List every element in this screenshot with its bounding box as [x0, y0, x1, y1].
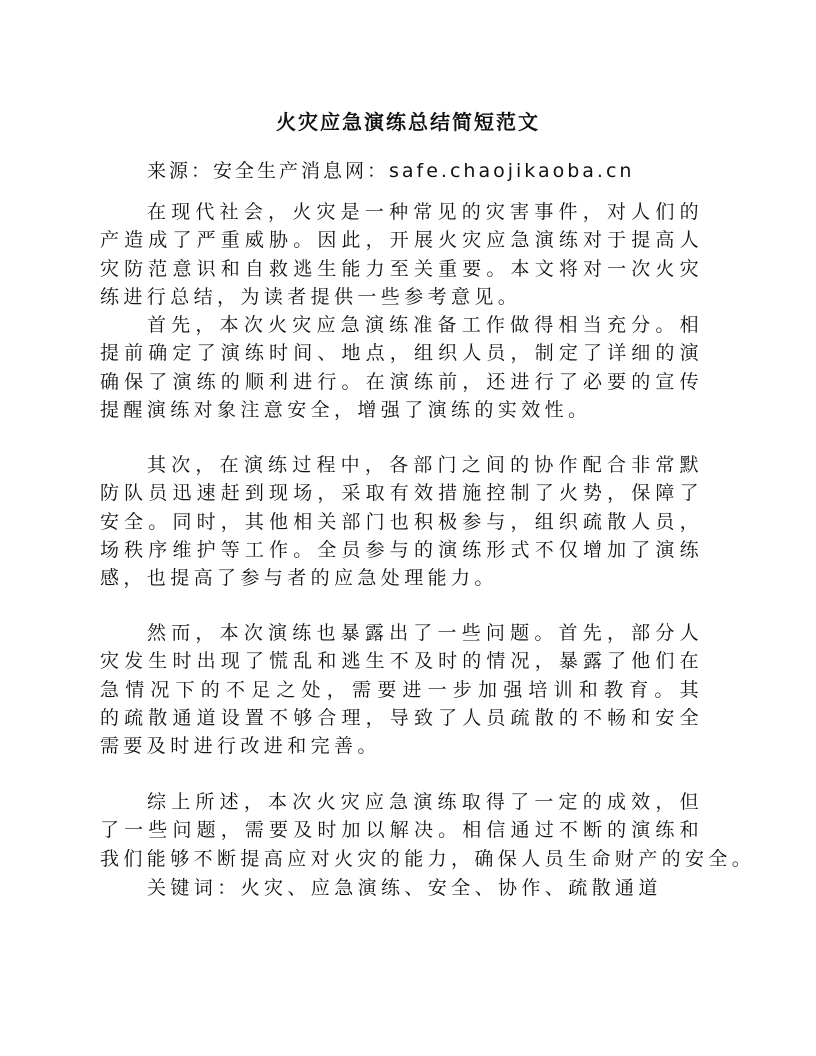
- paragraph-line: 我们能够不断提高应对火灾的能力，确保人员生命财产的安全。: [100, 847, 756, 870]
- paragraph-line: 灾发生时出现了慌乱和逃生不及时的情况，暴露了他们在: [100, 650, 703, 673]
- paragraph-line: 灾防范意识和自救逃生能力至关重要。本文将对一次火灾: [100, 257, 703, 280]
- paragraph-line: 综上所述，本次火灾应急演练取得了一定的成效，但: [147, 791, 703, 813]
- keywords: 关键词：火灾、应急演练、安全、协作、疏散通道: [147, 877, 662, 899]
- paragraph-line: 提前确定了演练时间、地点，组织人员，制定了详细的演: [100, 342, 703, 365]
- paragraph-line: 的疏散通道设置不够合理，导致了人员疏散的不畅和安全: [100, 706, 703, 729]
- paragraph-line: 提醒演练对象注意安全，增强了演练的实效性。: [100, 398, 592, 421]
- paragraph: [100, 619, 703, 760]
- paragraph-line: 其次，在演练过程中，各部门之间的协作配合非常默: [147, 454, 703, 476]
- paragraph-line: 了一些问题，需要及时加以解决。相信通过不断的演练和: [100, 819, 703, 842]
- paragraph: [100, 788, 756, 873]
- paragraph-line: 急情况下的不足之处，需要进一步加强培训和教育。其: [100, 678, 703, 701]
- paragraph-line: 产造成了严重威胁。因此，开展火灾应急演练对于提高人: [100, 229, 703, 252]
- paragraph-line: 确保了演练的顺利进行。在演练前，还进行了必要的宣传: [100, 370, 703, 393]
- paragraph-line: 感，也提高了参与者的应急处理能力。: [100, 567, 498, 590]
- paragraph: [100, 311, 703, 424]
- source-line: 来源：安全生产消息网：safe.chaojikaoba.cn: [147, 160, 635, 182]
- paragraph: [100, 198, 703, 311]
- paragraph: [100, 451, 703, 592]
- document-title: 火灾应急演练总结简短范文: [276, 110, 540, 134]
- paragraph-line: 练进行总结，为读者提供一些参考意见。: [100, 285, 522, 308]
- paragraph-line: 然而，本次演练也暴露出了一些问题。首先，部分人: [147, 622, 703, 644]
- paragraph-line: 场秩序维护等工作。全员参与的演练形式不仅增加了演练: [100, 538, 703, 561]
- paragraph-line: 首先，本次火灾应急演练准备工作做得相当充分。相: [147, 314, 703, 336]
- paragraph-line: 安全。同时，其他相关部门也积极参与，组织疏散人员，: [100, 510, 703, 533]
- paragraph-line: 防队员迅速赶到现场，采取有效措施控制了火势，保障了: [100, 482, 703, 505]
- paragraph-line: 需要及时进行改进和完善。: [100, 735, 381, 758]
- paragraph-line: 在现代社会，火灾是一种常见的灾害事件，对人们的: [147, 201, 703, 223]
